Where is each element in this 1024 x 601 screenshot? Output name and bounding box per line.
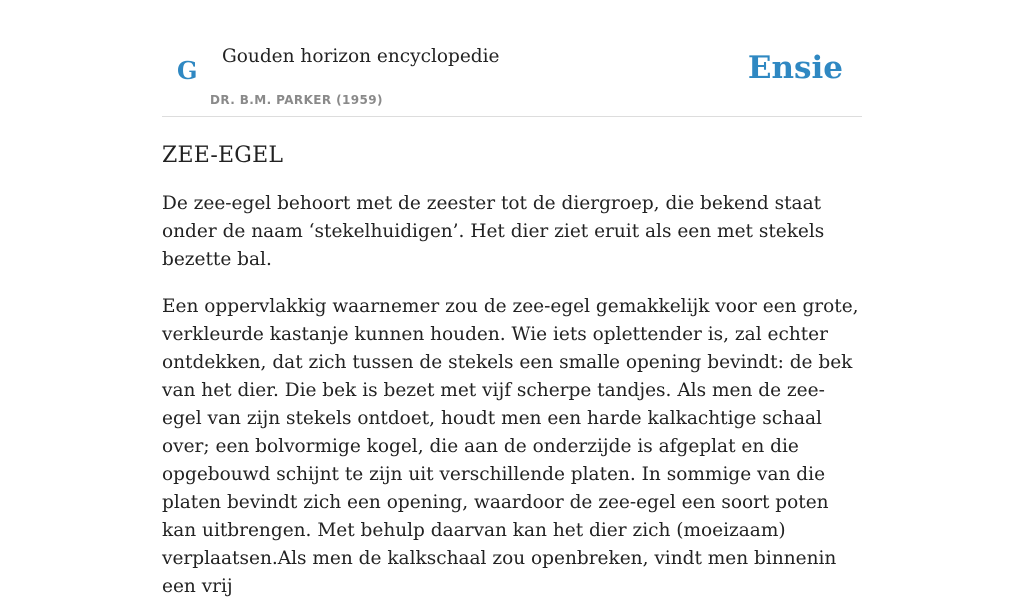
- entry-title: ZEE-EGEL: [162, 143, 284, 168]
- entry-paragraph: Een oppervlakkig waarnemer zou de zee-egel gemakkelijk voor een grote, verkleurde kastanje kunnen houden. Wie iets oplettender is, zal echter ontdekken, dat zich tussen de stekels een smalle opening bevindt: de bek van het dier. Die bek is bezet met vijf scherpe tandjes. Als men de zee-egel van zijn stekels ontdoet, houdt men een harde kalkachtige schaal over; een bolvormige kogel, die aan de onderzijde is afgeplat en die opgebouwd schijnt te zijn uit verschillende platen. In sommige van die platen bevindt zich een opening, waardoor de zee-egel een soort poten kan uitbrengen. Met behulp daarvan kan het dier zich (moeizaam) verplaatsen.Als men de kalkschaal zou openbreken, vindt men binnenin een vrij: [162, 296, 859, 597]
- page-header: [162, 0, 862, 117]
- entry-paragraph: De zee-egel behoort met de zeester tot de diergroep, die bekend staat onder de naam ‘stekelhuidigen’. Het dier ziet eruit als een met stekels bezette bal.: [162, 193, 825, 270]
- book-title-link[interactable]: Gouden horizon encyclopedie: [222, 46, 500, 67]
- author-label: DR. B.M. PARKER (1959): [210, 93, 383, 107]
- page-container: [162, 0, 862, 601]
- ensie-logo-link[interactable]: Ensie: [747, 50, 843, 86]
- book-logo-icon[interactable]: G: [177, 56, 198, 85]
